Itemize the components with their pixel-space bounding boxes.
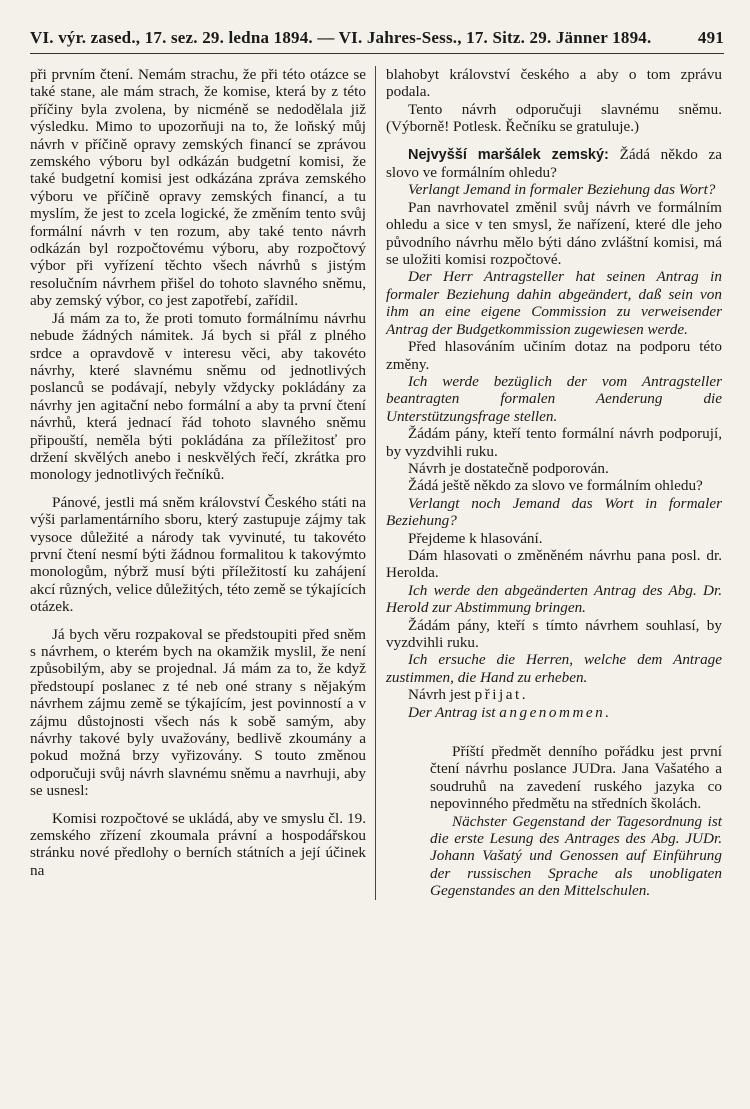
- paragraph: při prvním čtení. Nemám strachu, že při této otázce se také stane, ale mám strach, že komise, která by z této příčiny byla zvolena, by nicméně se nedodělala již výsledku. Mimo to upozorňuji na to, že loňský můj návrh v příčině opravy zemských financí se zprávou zemského výboru byl odkázán budgetní komisi, že také budgetní komisi jest odkázána zpráva zemského výboru ve příčině opravy zemských financí, a tu myslím, že jest to zcela logické, že změním tento svůj formální návrh v ten rozum, aby také tento návrh odkázán byl rozpočtovému výboru, aby rozpočtový výbor při vyřízení těchto všech návrhů s jistým resolučním návrhem přišel do tohoto slavného sněmu, aby zemský výbor, co jest zapotřebí, zařídil.: [30, 66, 366, 310]
- right-column: [386, 66, 722, 900]
- result-paragraph-german: [386, 704, 722, 721]
- paragraph: Já mám za to, že proti tomuto formálnímu návrhu nebude žádných námitek. Já bych si přál z plného srdce a opravdově v interesu věci, aby takovéto návrhy, které slavnému sněmu od jednotlivých poslanců se podávají, nebyly vždycky pokládány za návrhy jen agitační nebo formální a aby ta první čtení návrhů, která jednací řád tohoto slavného sněmu připouští, neměla býti pokládána za příležitosť pro držení skvělých anebo i neskvělých řečí, zkrátka pro monology jednotlivých řečníků.: [30, 309, 366, 484]
- paragraph: Návrh je dostatečně podporován.: [408, 459, 609, 477]
- result-value: angenommen.: [499, 703, 612, 721]
- column-rule: [375, 66, 376, 900]
- left-column: [30, 66, 366, 900]
- paragraph: Před hlasováním učiním dotaz na podporu této změny.: [386, 338, 722, 373]
- paragraph: Přejdeme k hlasování.: [408, 529, 543, 547]
- paragraph: Pánové, jestli má sněm království Českého státi na výši parlamentárního sboru, který zastupuje zájmy tak vysoce důležité a národy tak vyvinuté, tu takovéto první čtení nesmí býti žádnou formalitou k takovýmto monologům, nýbrž musí býti příležitostí ku zahájení akcí různých, velice důležitých, této země se týkajících otázek.: [30, 493, 366, 616]
- result-paragraph: [386, 686, 722, 703]
- paragraph: Pan navrhovatel změnil svůj návrh ve formálním ohledu a sice v ten smysl, že nařízení, které dle jeho původního návrhu mělo býti dáno zvláštní komisi, má se uložiti komisi rozpočtové.: [386, 198, 722, 269]
- paragraph-german: Ich werde bezüglich der vom Antragsteller beantragten formalen Aenderung die Unterstützungsfrage stellen.: [386, 372, 722, 425]
- running-header: [30, 28, 724, 54]
- paragraph: Žádá ještě někdo za slovo ve formálním ohledu?: [408, 477, 703, 495]
- paragraph: Žádám pány, kteří tento formální návrh podporují, by vyzdvihli ruku.: [386, 425, 722, 460]
- speaker-text: Žádá někdo za slovo ve formálním ohledu?: [386, 145, 723, 182]
- speaker-paragraph: [386, 146, 722, 182]
- column-gutter: [366, 66, 386, 900]
- paragraph: Dám hlasovati o změněném návrhu pana posl. dr. Herolda.: [386, 546, 722, 582]
- agenda-item-german: Nächster Gegenstand der Tagesordnung ist die erste Lesung des Antrages des Abg. JUDr. Johann Vašatý und Genossen auf Einführung der russischen Sprache als unobligaten Gegenstandes an den Mittelschulen.: [430, 812, 722, 900]
- paragraph-german: Der Herr Antragsteller hat seinen Antrag in formaler Beziehung dahin abgeändert, daß sein von ihm an eine eigene Commission zu verweisender Antrag der Budgetkommission zugewiesen werde.: [386, 268, 722, 338]
- paragraph-german: Ich werde den abgeänderten Antrag des Abg. Dr. Herold zur Abstimmung bringen.: [386, 581, 722, 617]
- result-value: přijat.: [474, 686, 528, 704]
- paragraph: Já bych věru rozpakoval se předstoupiti před sněm s návrhem, o kterém bych na okamžik myslil, že není způsobilým, aby se projednal. Já mám za to, že když předstoupí poslanec z té neb oné strany s nějakým návrhem zájmu země se týkajícím, jest povinností a v zájmu důstojnosti všech nás k sobě samým, aby návrhy takové byly uvažovány, bedlivě zkoumány a pokud možná brzy vyřizovány. S touto změnou odporučuji svůj návrh slavnému sněmu a navrhuji, aby se usnesl:: [30, 625, 366, 800]
- paragraph-german: Verlangt Jemand in formaler Beziehung das Wort?: [408, 181, 716, 199]
- speaker-name: Nejvyšší maršálek zemský:: [408, 146, 609, 163]
- result-label: Der Antrag ist: [408, 703, 496, 721]
- paragraph: blahobyt království českého a aby o tom zprávu podala.: [386, 66, 722, 101]
- paragraph-german: Verlangt noch Jemand das Wort in formaler Beziehung?: [386, 494, 722, 530]
- page-number: 491: [697, 28, 724, 47]
- agenda-item: Příští předmět denního pořádku jest první čtení návrhu poslance JUDra. Jana Vašatého a soudruhů na zavedení ruského jazyka co nepovinného předmětu na středních školách.: [430, 743, 722, 813]
- paragraph: Tento návrh odporučuji slavnému sněmu. (Výborně! Potlesk. Řečníku se gratuluje.): [386, 100, 722, 136]
- result-label: Návrh jest: [408, 686, 471, 704]
- two-column-body: [30, 66, 724, 900]
- header-title: VI. výr. zased., 17. sez. 29. ledna 1894. — VI. Jahres-Sess., 17. Sitz. 29. Jänner 1894.: [30, 28, 652, 47]
- paragraph: Komisi rozpočtové se ukládá, aby ve smyslu čl. 19. zemského zřízení zkoumala právní a hospodářskou stránku nové předlohy o berních státních a její účinek na: [30, 809, 366, 879]
- paragraph: Žádám pány, kteří s tímto návrhem souhlasí, by vyzdvihli ruku.: [386, 616, 722, 651]
- paragraph-german: Ich ersuche die Herren, welche dem Antrage zustimmen, die Hand zu erheben.: [386, 651, 722, 686]
